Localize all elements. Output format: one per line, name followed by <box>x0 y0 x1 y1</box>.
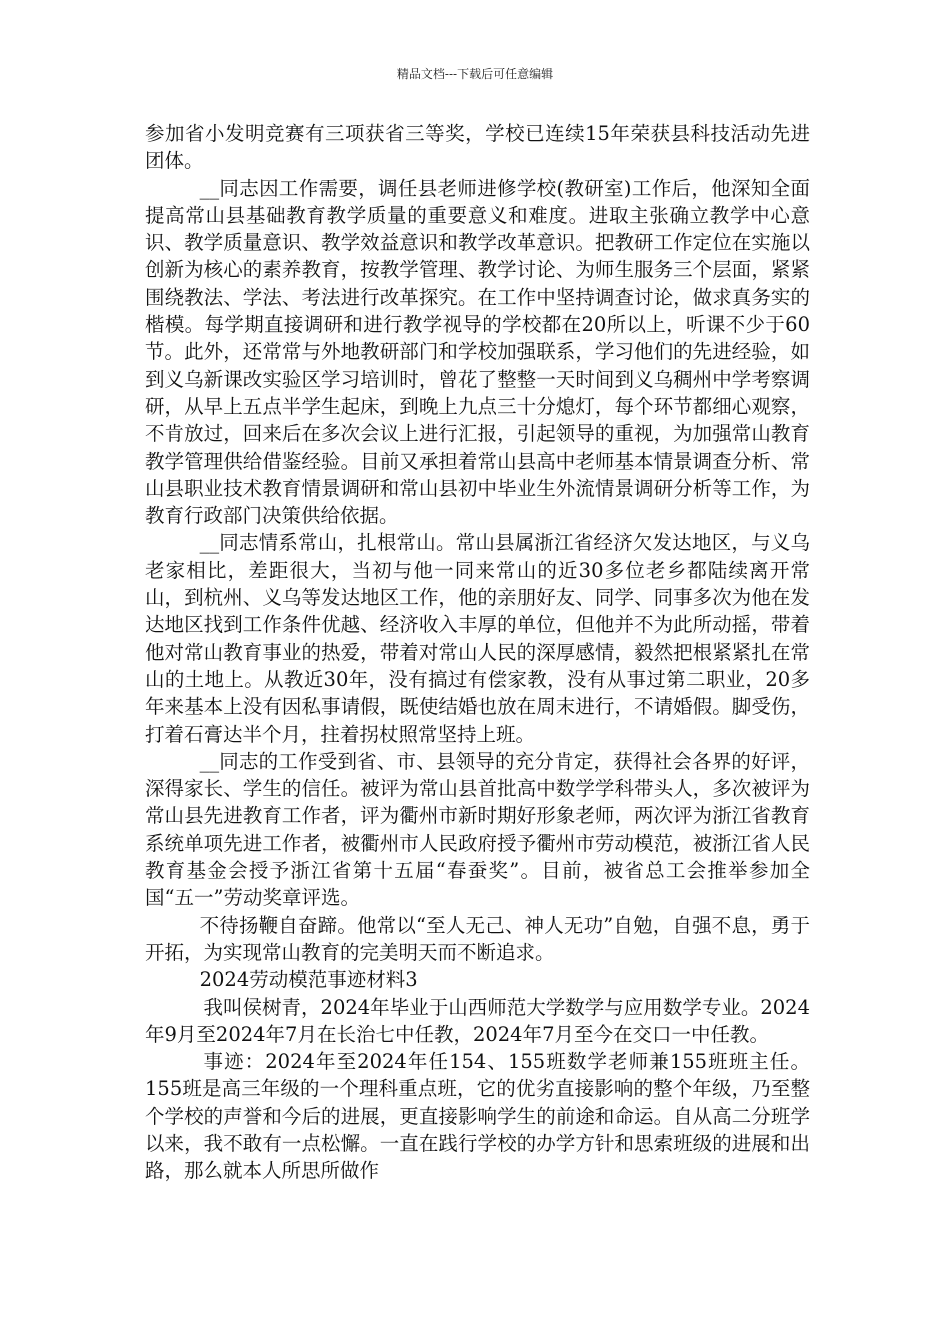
page-header: 精品文档---下载后可任意编辑 <box>396 67 554 81</box>
section-heading: 2024劳动模范事迹材料3 <box>199 968 418 992</box>
paragraph-1: 参加省小发明竞赛有三项获省三等奖，学校已连续15年荣获县科技活动先进团体。 <box>145 122 810 173</box>
paragraph-4: __同志的工作受到省、市、县领导的充分肯定，获得社会各界的好评，深得家长、学生的信任。被评为常山县首批高中数学学科带头人，多次被评为常山县先进教育工作者，评为衢州市新时期好形象老师，两次评为浙江省教育系统单项先进工作者，被衢州市人民政府授予衢州市劳动模范，被浙江省人民教育基金会授予浙江省第十五届“春蚕奖”。目前，被省总工会推举参加全国“五一”劳动奖章评选。 <box>145 749 810 910</box>
paragraph-6: 我叫侯树青，2024年毕业于山西师范大学数学与应用数学专业。2024年9月至2024年7月在长治七中任教，2024年7月至今在交口一中任教。 <box>145 995 810 1046</box>
paragraph-3: __同志情系常山，扎根常山。常山县属浙江省经济欠发达地区，与义乌老家相比，差距很大，当初与他一同来常山的近30多位老乡都陆续离开常山，到杭州、义乌等发达地区工作，他的亲朋好友、同学、同事多次为他在发达地区找到工作条件优越、经济收入丰厚的单位，但他并不为此所动摇，带着他对常山教育事业的热爱，带着对常山人民的深厚感情，毅然把根紧紧扎在常山的土地上。从教近30年，没有搞过有偿家教，没有从事过第二职业，20多年来基本上没有因私事请假，既使结婚也放在周末进行，不请婚假。脚受伤，打着石膏达半个月，拄着拐杖照常坚持上班。 <box>145 531 810 746</box>
document-body <box>145 120 810 1185</box>
paragraph-2: __同志因工作需要，调任县老师进修学校(教研室)工作后，他深知全面提高常山县基础教育教学质量的重要意义和难度。进取主张确立教学中心意识、教学质量意识、教学效益意识和教学改革意识。把教研工作定位在实施以创新为核心的素养教育，按教学管理、教学讨论、为师生服务三个层面，紧紧围绕教法、学法、考法进行改革探究。在工作中坚持调查讨论，做求真务实的楷模。每学期直接调研和进行教学视导的学校都在20所以上，听课不少于60节。此外，还常常与外地教研部门和学校加强联系，学习他们的先进经验，如到义乌新课改实验区学习培训时，曾花了整整一天时间到义乌稠州中学考察调研，从早上五点半学生起床，到晚上九点三十分熄灯，每个环节都细心观察，不肯放过，回来后在多次会议上进行汇报，引起领导的重视，为加强常山教育教学管理供给借鉴经验。目前又承担着常山县高中老师基本情景调查分析、常山县职业技术教育情景调研和常山县初中毕业生外流情景调研分析等工作，为教育行政部门决策供给依据。 <box>145 176 810 528</box>
paragraph-5: 不待扬鞭自奋蹄。他常以“至人无己、神人无功”自勉，自强不息，勇于开拓，为实现常山教育的完美明天而不断追求。 <box>145 913 810 964</box>
paragraph-7: 事迹：2024年至2024年任154、155班数学老师兼155班班主任。155班是高三年级的一个理科重点班，它的优劣直接影响的整个年级，乃至整个学校的声誉和今后的进展，更直接影响学生的前途和命运。自从高二分班学以来，我不敢有一点松懈。一直在践行学校的办学方针和思索班级的进展和出路，那么就本人所思所做作 <box>145 1050 810 1183</box>
